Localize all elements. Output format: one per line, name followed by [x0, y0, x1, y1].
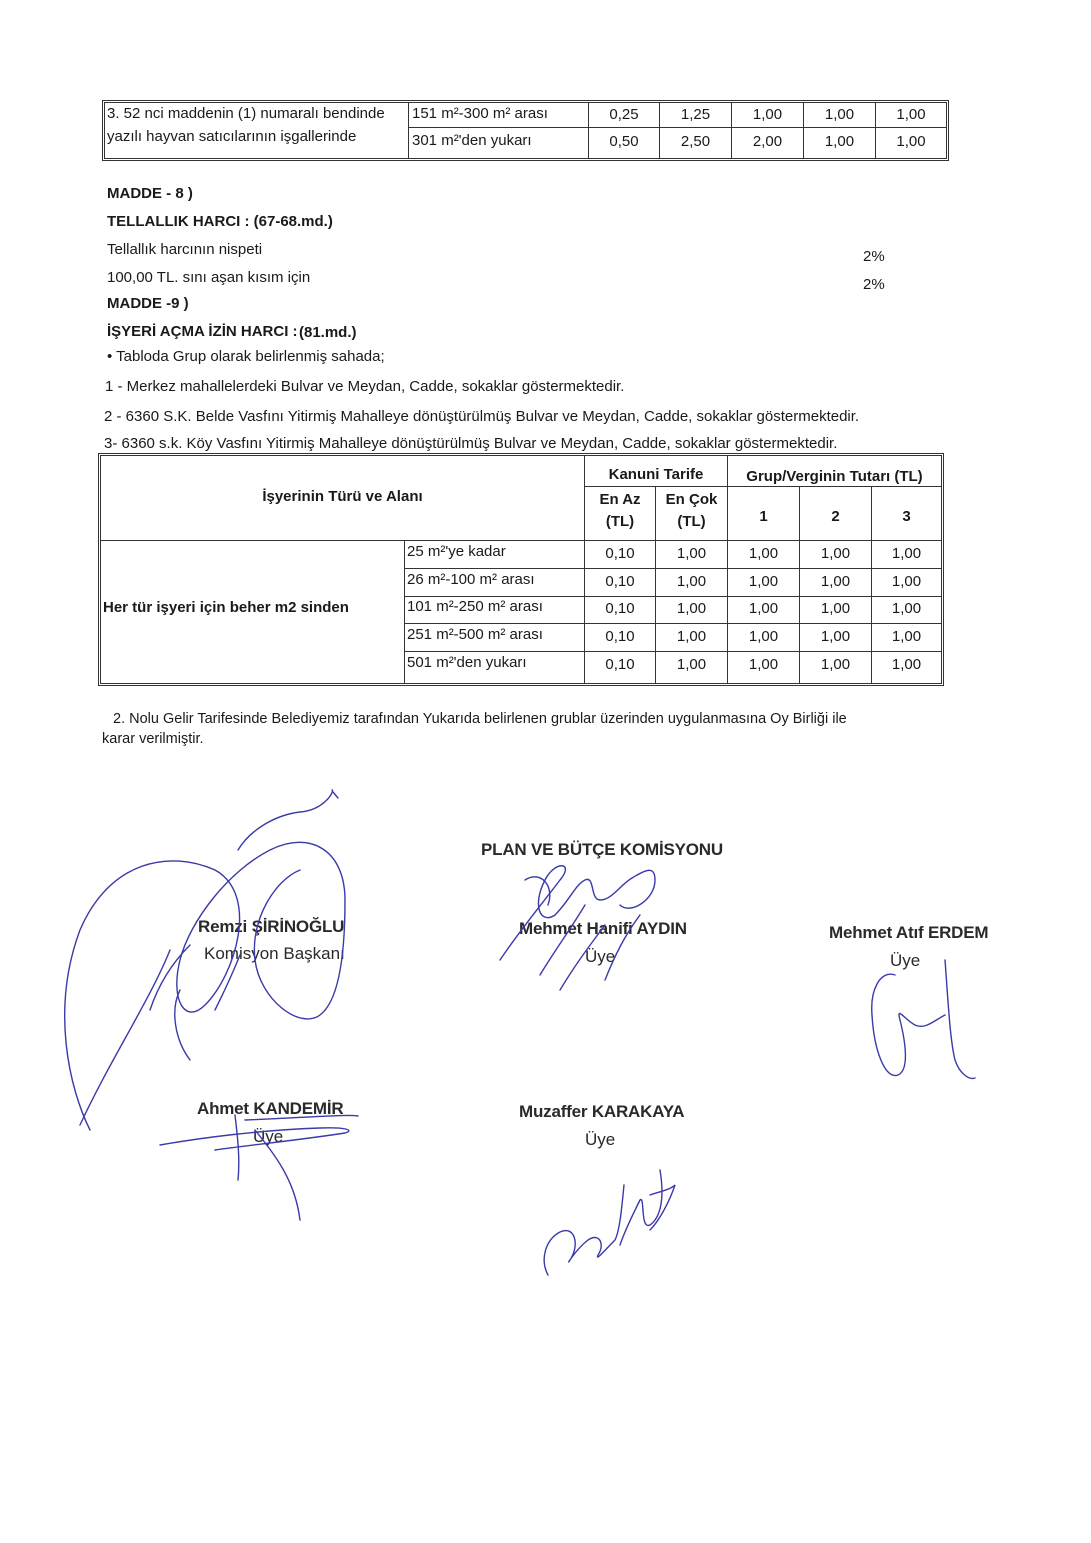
table1-row2-en-cok: 2,50	[680, 133, 711, 150]
table2-row1-grup3: 1,00	[891, 545, 922, 562]
table2-row3-grup3: 1,00	[891, 600, 922, 617]
table2-header-group1: 1	[759, 508, 768, 525]
table2-row1-en-cok: 1,00	[676, 545, 707, 562]
closing-line2: karar verilmiştir.	[102, 731, 204, 747]
table1-row2-en-az: 0,50	[609, 133, 639, 150]
table2-row3-grup1: 1,00	[748, 600, 779, 617]
madde9-item1: 1 - Merkez mahallelerdeki Bulvar ve Meydan, Cadde, sokaklar göstermektedir.	[105, 378, 625, 395]
table2-row1-en-az: 0,10	[605, 545, 635, 562]
madde8-line2-value: 2%	[863, 276, 885, 293]
table2-row5-en-az: 0,10	[605, 656, 635, 673]
member-2-name: Mehmet Hanifi AYDIN	[519, 919, 687, 938]
table1-description-line1: 3. 52 nci maddenin (1) numaralı bendinde	[107, 105, 385, 122]
table1-description-line2: yazılı hayvan satıcılarının işgallerinde	[107, 128, 357, 145]
table1-row2-grup1: 2,00	[752, 133, 783, 150]
madde8-line2-label: 100,00 TL. sını aşan kısım için	[107, 269, 311, 286]
table2-header-group2: 2	[831, 508, 840, 525]
member-4-role: Üye	[253, 1127, 284, 1146]
table2-row3-en-cok: 1,00	[676, 600, 707, 617]
madde8-title: TELLALLIK HARCI : (67-68.md.)	[107, 213, 333, 230]
table2-row4-range: 251 m²-500 m² arası	[407, 626, 543, 643]
table2-header-max-line2: (TL)	[677, 513, 706, 530]
madde9-title: İŞYERİ AÇMA İZİN HARCI :	[107, 323, 298, 340]
table2-row4-grup3: 1,00	[891, 628, 922, 645]
closing-line1: 2. Nolu Gelir Tarifesinde Belediyemiz tarafından Yukarıda belirlenen grublar üzerinden uygulanmasına Oy Birliği ile	[113, 711, 847, 727]
table2-header-tarife: Kanuni Tarife	[608, 466, 704, 483]
madde9-heading: MADDE -9 )	[107, 295, 189, 312]
table2-row5-grup2: 1,00	[820, 656, 851, 673]
member-1-role: Komisyon Başkanı	[204, 944, 345, 963]
table1-row1-en-cok: 1,25	[680, 106, 711, 123]
table2-row3-grup2: 1,00	[820, 600, 851, 617]
table1-row2-grup2: 1,00	[824, 133, 855, 150]
table2-row2-range: 26 m²-100 m² arası	[407, 571, 535, 588]
madde9-title-ref: (81.md.)	[299, 324, 357, 341]
member-5-name: Muzaffer KARAKAYA	[519, 1102, 685, 1121]
table2-header-min-line2: (TL)	[605, 513, 635, 530]
madde9-item2: 2 - 6360 S.K. Belde Vasfını Yitirmiş Mahalleye dönüştürülmüş Bulvar ve Meydan, Cadde, sokaklar göstermektedir.	[104, 408, 860, 425]
table1-row1-en-az: 0,25	[609, 106, 639, 123]
table2-row5-range: 501 m²'den yukarı	[407, 654, 527, 671]
table2-row1-range: 25 m²'ye kadar	[407, 543, 506, 560]
madde9-bullet: • Tabloda Grup olarak belirlenmiş sahada;	[107, 348, 385, 365]
table2-header-grup: Grup/Verginin Tutarı (TL)	[746, 468, 923, 485]
member-2-role: Üye	[585, 947, 616, 966]
member-5-role: Üye	[585, 1130, 616, 1149]
table2-row5-grup1: 1,00	[748, 656, 779, 673]
member-3-name: Mehmet Atıf ERDEM	[829, 923, 989, 942]
table1-row1-range: 151 m²-300 m² arası	[412, 105, 548, 122]
table1-row2-grup3: 1,00	[896, 133, 926, 150]
table2-row5-grup3: 1,00	[891, 656, 922, 673]
table2-row1-grup2: 1,00	[820, 545, 851, 562]
table1-row2-range: 301 m²'den yukarı	[412, 132, 532, 149]
madde8-heading: MADDE - 8 )	[107, 185, 193, 202]
table2-row4-en-az: 0,10	[605, 628, 635, 645]
table2-row1-grup1: 1,00	[748, 545, 779, 562]
table2-header-max-line1: En Çok	[665, 491, 718, 508]
committee-title: PLAN VE BÜTÇE KOMİSYONU	[481, 840, 723, 859]
table1-row1-grup2: 1,00	[824, 106, 855, 123]
table2-row5-en-cok: 1,00	[676, 656, 707, 673]
table2-header-type: İşyerinin Türü ve Alanı	[262, 488, 423, 505]
table2-row4-en-cok: 1,00	[676, 628, 707, 645]
table2-row4-grup2: 1,00	[820, 628, 851, 645]
table1-row1-grup1: 1,00	[752, 106, 783, 123]
table2-header-group3: 3	[902, 508, 911, 525]
member-4-name: Ahmet KANDEMİR	[197, 1099, 344, 1118]
table2-row3-range: 101 m²-250 m² arası	[407, 598, 543, 615]
table2-row4-grup1: 1,00	[748, 628, 779, 645]
table2-row2-grup3: 1,00	[891, 573, 922, 590]
table2-row2-grup2: 1,00	[820, 573, 851, 590]
madde8-line1-label: Tellallık harcının nispeti	[107, 241, 263, 258]
table1-row1-grup3: 1,00	[896, 106, 926, 123]
table2-row2-grup1: 1,00	[748, 573, 779, 590]
table2-header-min-line1: En Az	[599, 491, 641, 508]
member-1-name: Remzi ŞİRİNOĞLU	[198, 917, 345, 936]
table2-row2-en-az: 0,10	[605, 573, 635, 590]
table2-row3-en-az: 0,10	[605, 600, 635, 617]
member-3-role: Üye	[890, 951, 921, 970]
madde9-item3: 3- 6360 s.k. Köy Vasfını Yitirmiş Mahalleye dönüştürülmüş Bulvar ve Meydan, Cadde, sokaklar göstermektedir.	[104, 435, 838, 452]
table2-row-label: Her tür işyeri için beher m2 sinden	[103, 599, 349, 616]
table2-row2-en-cok: 1,00	[676, 573, 707, 590]
madde8-line1-value: 2%	[863, 248, 885, 265]
